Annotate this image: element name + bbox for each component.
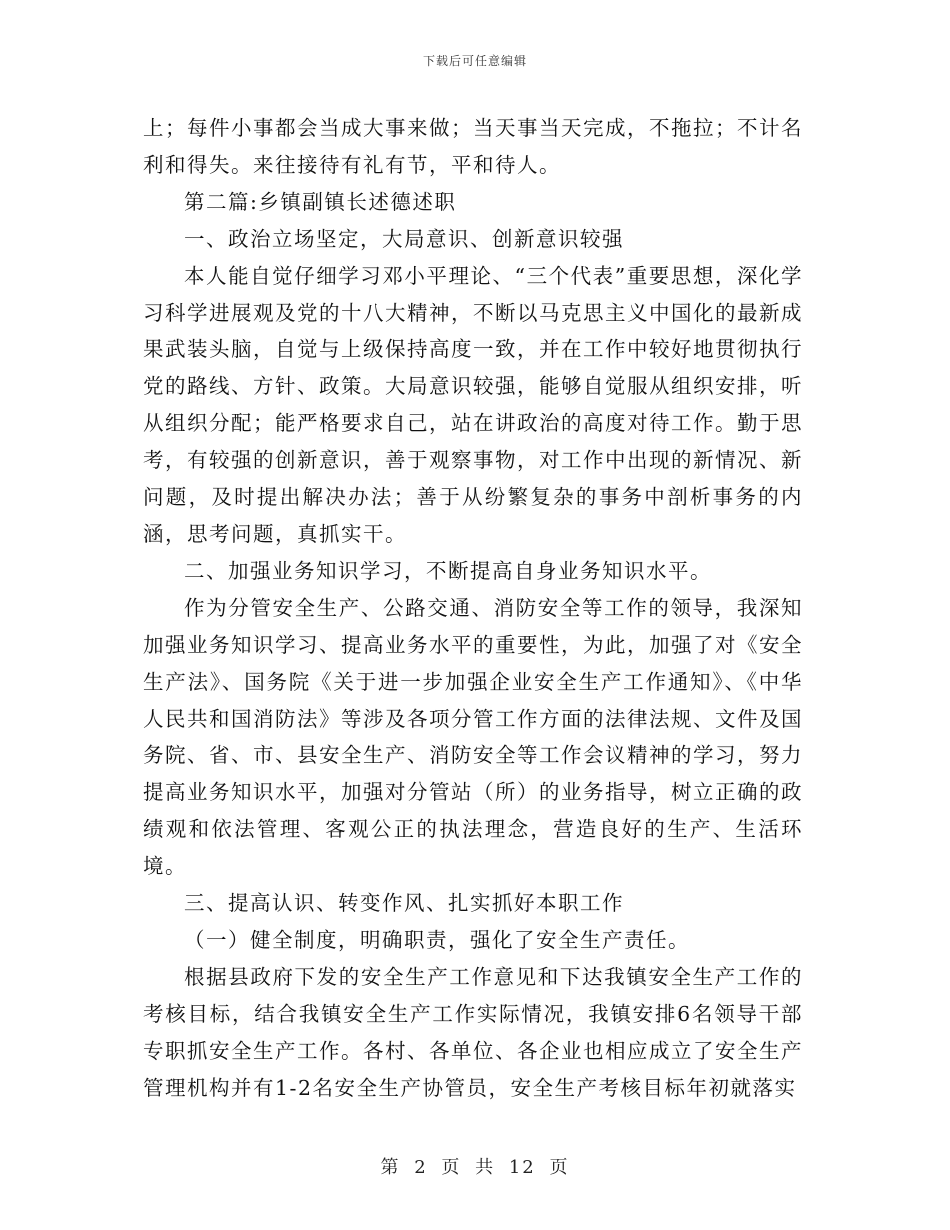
page-number-footer: 第 2 页 共 12 页: [380, 1157, 570, 1178]
paragraph-body: 根据县政府下发的安全生产工作意见和下达我镇安全生产工作的考核目标，结合我镇安全生产工作实际情况，我镇安排6名领导干部专职抓安全生产工作。各村、各单位、各企业也相应成立了安全生产管理机构并有1-2名安全生产协管员，安全生产考核目标年初就落实: [143, 964, 803, 1100]
section-heading-2: 二、加强业务知识学习，不断提高自身业务知识水平。: [184, 558, 712, 583]
subsection-heading-1: （一）健全制度，明确职责，强化了安全生产责任。: [184, 927, 690, 952]
paragraph-continued: 上；每件小事都会当成大事来做；当天事当天完成，不拖拉；不计名利和得失。来往接待有礼有节，平和待人。: [143, 116, 803, 177]
section-heading-3: 三、提高认识、转变作风、扎实抓好本职工作: [184, 891, 624, 916]
paragraph-body: 作为分管安全生产、公路交通、消防安全等工作的领导，我深知加强业务知识学习、提高业务水平的重要性，为此，加强了对《安全生产法》、国务院《关于进一步加强企业安全生产工作通知》、《中华人民共和国消防法》等涉及各项分管工作方面的法律法规、文件及国务院、省、市、县安全生产、消防安全等工作会议精神的学习，努力提高业务知识水平，加强对分管站（所）的业务指导，树立正确的政绩观和依法管理、客观公正的执法理念，营造良好的生产、生活环境。: [143, 595, 803, 879]
page-header: 下载后可任意编辑: [422, 54, 527, 68]
section-title: 第二篇:乡镇副镇长述德述职: [184, 189, 457, 214]
document-body: [143, 110, 803, 1106]
section-heading-1: 一、政治立场坚定，大局意识、创新意识较强: [184, 226, 624, 251]
paragraph-body: 本人能自觉仔细学习邓小平理论、“三个代表”重要思想，深化学习科学进展观及党的十八大精神，不断以马克思主义中国化的最新成果武装头脑，自觉与上级保持高度一致，并在工作中较好地贯彻执行党的路线、方针、政策。大局意识较强，能够自觉服从组织安排，听从组织分配；能严格要求自己，站在讲政治的高度对待工作。勤于思考，有较强的创新意识，善于观察事物，对工作中出现的新情况、新问题，及时提出解决办法；善于从纷繁复杂的事务中剖析事务的内涵，思考问题，真抓实干。: [143, 263, 803, 546]
